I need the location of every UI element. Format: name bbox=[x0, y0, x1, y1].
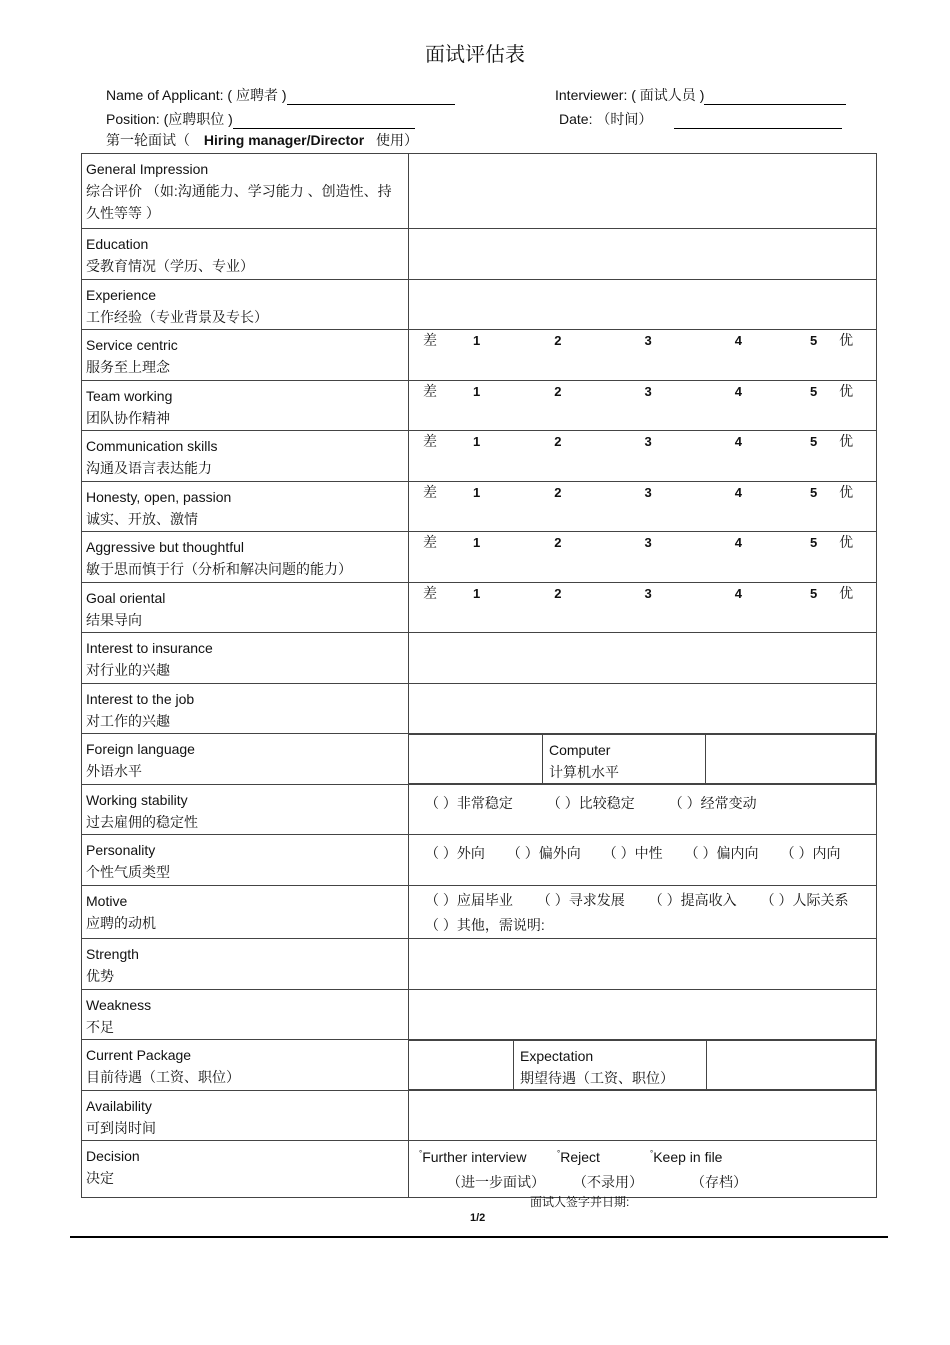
reject-cn: （不录用） bbox=[573, 1174, 643, 1190]
rating-5[interactable]: 5 bbox=[809, 534, 818, 550]
interviewer-line bbox=[555, 85, 846, 105]
rating-3[interactable]: 3 bbox=[644, 585, 652, 601]
interest-job-field[interactable] bbox=[409, 684, 877, 734]
round-line bbox=[106, 130, 418, 150]
row-label: Interest to insurance 对行业的兴趣 bbox=[82, 633, 409, 684]
option-checkbox[interactable]: （ ）偏外向 bbox=[506, 845, 581, 861]
row-label: Goal oriental 结果导向 bbox=[82, 583, 409, 633]
option-checkbox-other[interactable]: （ ）其他，需说明: bbox=[425, 917, 545, 933]
row-label: Working stability 过去雇佣的稳定性 bbox=[82, 785, 409, 835]
round-suffix: 使用） bbox=[376, 132, 419, 148]
row-label: Interest to the job 对工作的兴趣 bbox=[82, 684, 409, 734]
expectation-field[interactable] bbox=[707, 1041, 876, 1090]
interviewer-label: Interviewer: ( 面试人员 ) bbox=[555, 87, 705, 103]
evaluation-table bbox=[81, 153, 877, 1198]
rating-high-label: 优 bbox=[839, 534, 854, 550]
experience-field[interactable] bbox=[409, 280, 877, 330]
row-label: Strength 优势 bbox=[82, 939, 409, 990]
rating-scale[interactable] bbox=[409, 381, 877, 431]
row-label: Personality 个性气质类型 bbox=[82, 835, 409, 886]
row-label: Availability 可到岗时间 bbox=[82, 1091, 409, 1141]
rating-4[interactable]: 4 bbox=[734, 585, 742, 601]
option-checkbox[interactable]: （ ）偏内向 bbox=[684, 845, 759, 861]
rating-3[interactable]: 3 bbox=[644, 383, 652, 399]
education-field[interactable] bbox=[409, 229, 877, 280]
rating-1[interactable]: 1 bbox=[473, 433, 481, 449]
row-label: General Impression 综合评价 （如:沟通能力、学习能力 、创造性、持久性等等 ） bbox=[82, 154, 409, 229]
position-label: Position: (应聘职位 ) bbox=[106, 111, 233, 127]
decision-options bbox=[409, 1141, 877, 1198]
rating-2[interactable]: 2 bbox=[554, 534, 562, 550]
round-bold: Hiring manager/Director bbox=[203, 132, 365, 148]
row-label: Honesty, open, passion 诚实、开放、激情 bbox=[82, 482, 409, 532]
option-checkbox[interactable]: （ ）比较稳定 bbox=[546, 795, 635, 811]
rating-2[interactable]: 2 bbox=[554, 585, 562, 601]
rating-5[interactable]: 5 bbox=[809, 332, 818, 348]
rating-low-label: 差 bbox=[423, 383, 437, 399]
rating-low-label: 差 bbox=[423, 433, 437, 449]
rating-2[interactable]: 2 bbox=[554, 484, 562, 500]
applicant-line bbox=[106, 85, 455, 105]
current-package-field[interactable] bbox=[409, 1041, 514, 1090]
rating-scale[interactable] bbox=[409, 330, 877, 381]
rating-1[interactable]: 1 bbox=[473, 484, 481, 500]
rating-scale[interactable] bbox=[409, 583, 877, 633]
rating-scale[interactable] bbox=[409, 532, 877, 583]
applicant-label: Name of Applicant: ( 应聘者 ) bbox=[106, 87, 287, 103]
position-line bbox=[106, 109, 415, 129]
rating-low-label: 差 bbox=[423, 534, 437, 550]
option-checkbox[interactable]: （ ）提高收入 bbox=[648, 892, 737, 908]
keep-in-file-cn: （存档） bbox=[691, 1174, 747, 1190]
row-label: Weakness 不足 bbox=[82, 990, 409, 1040]
motive-options bbox=[409, 886, 877, 939]
applicant-field[interactable] bbox=[287, 90, 455, 105]
signature-label: 面试人签字并日期: bbox=[530, 1195, 630, 1209]
rating-high-label: 优 bbox=[839, 383, 854, 399]
rating-1[interactable]: 1 bbox=[473, 534, 481, 550]
option-checkbox[interactable]: （ ）外向 bbox=[425, 845, 485, 861]
interest-insurance-field[interactable] bbox=[409, 633, 877, 684]
reject-option[interactable]: °Reject bbox=[557, 1149, 600, 1165]
rating-scale[interactable] bbox=[409, 482, 877, 532]
rating-high-label: 优 bbox=[839, 332, 854, 348]
rating-1[interactable]: 1 bbox=[473, 383, 481, 399]
option-checkbox[interactable]: （ ）非常稳定 bbox=[425, 795, 513, 811]
general-impression-field[interactable] bbox=[409, 154, 877, 229]
option-checkbox[interactable]: （ ）中性 bbox=[602, 845, 663, 861]
rating-2[interactable]: 2 bbox=[554, 383, 562, 399]
option-checkbox[interactable]: （ ）应届毕业 bbox=[425, 892, 513, 908]
interviewer-field[interactable] bbox=[704, 90, 846, 105]
option-checkbox[interactable]: （ ）寻求发展 bbox=[536, 892, 625, 908]
strength-field[interactable] bbox=[409, 939, 877, 990]
further-interview-cn: （进一步面试） bbox=[447, 1174, 545, 1190]
round-prefix: 第一轮面试（ bbox=[106, 132, 190, 148]
row-label: Service centric 服务至上理念 bbox=[82, 330, 409, 381]
row-label: Team working 团队协作精神 bbox=[82, 381, 409, 431]
rating-3[interactable]: 3 bbox=[644, 484, 652, 500]
rating-5[interactable]: 5 bbox=[809, 433, 818, 449]
row-label: Education 受教育情况（学历、专业） bbox=[82, 229, 409, 280]
option-checkbox[interactable]: （ ）内向 bbox=[780, 845, 841, 861]
page-number: 1/2 bbox=[470, 1212, 486, 1224]
rating-3[interactable]: 3 bbox=[644, 433, 652, 449]
position-field[interactable] bbox=[233, 114, 415, 129]
row-label: Decision 决定 bbox=[82, 1141, 409, 1198]
rating-4[interactable]: 4 bbox=[734, 484, 742, 500]
row-label: Current Package 目前待遇（工资、职位） bbox=[82, 1040, 409, 1091]
row-label: Motive 应聘的动机 bbox=[82, 886, 409, 939]
stability-options bbox=[409, 785, 877, 835]
option-checkbox[interactable]: （ ）经常变动 bbox=[668, 795, 757, 811]
keep-in-file-option[interactable]: °Keep in file bbox=[650, 1149, 723, 1165]
option-checkbox[interactable]: （ ）人际关系 bbox=[760, 892, 849, 908]
availability-field[interactable] bbox=[409, 1091, 877, 1141]
rating-3[interactable]: 3 bbox=[644, 332, 652, 348]
date-field[interactable] bbox=[674, 114, 842, 129]
radio-icon: ° bbox=[650, 1149, 654, 1158]
date-label: Date: （时间） bbox=[559, 111, 653, 127]
radio-icon: ° bbox=[419, 1149, 423, 1158]
row-label: Aggressive but thoughtful 敏于思而慎于行（分析和解决问题的能力） bbox=[82, 532, 409, 583]
rating-5[interactable]: 5 bbox=[809, 484, 818, 500]
rating-low-label: 差 bbox=[423, 484, 437, 500]
rating-scale[interactable] bbox=[409, 431, 877, 482]
radio-icon: ° bbox=[557, 1149, 561, 1158]
rating-4[interactable]: 4 bbox=[734, 383, 742, 399]
rating-2[interactable]: 2 bbox=[554, 433, 562, 449]
rating-low-label: 差 bbox=[423, 585, 437, 601]
date-line bbox=[559, 109, 842, 129]
rating-5[interactable]: 5 bbox=[809, 585, 818, 601]
foreign-language-field[interactable] bbox=[409, 735, 543, 784]
rating-4[interactable]: 4 bbox=[734, 534, 742, 550]
row-label: Experience 工作经验（专业背景及专长） bbox=[82, 280, 409, 330]
rating-1[interactable]: 1 bbox=[473, 585, 481, 601]
rating-high-label: 优 bbox=[839, 484, 854, 500]
rating-3[interactable]: 3 bbox=[644, 534, 652, 550]
rating-5[interactable]: 5 bbox=[809, 383, 818, 399]
row-label: Foreign language 外语水平 bbox=[82, 734, 409, 785]
computer-field[interactable] bbox=[706, 735, 876, 784]
rating-high-label: 优 bbox=[839, 433, 854, 449]
rating-1[interactable]: 1 bbox=[473, 332, 481, 348]
expectation-label: Expectation 期望待遇（工资、职位） bbox=[514, 1041, 707, 1090]
form-title: 面试评估表 bbox=[425, 44, 525, 66]
rating-high-label: 优 bbox=[839, 585, 854, 601]
rating-low-label: 差 bbox=[423, 332, 437, 348]
further-interview-option[interactable]: °Further interview bbox=[419, 1149, 527, 1165]
weakness-field[interactable] bbox=[409, 990, 877, 1040]
row-label: Communication skills 沟通及语言表达能力 bbox=[82, 431, 409, 482]
rating-2[interactable]: 2 bbox=[554, 332, 562, 348]
rating-4[interactable]: 4 bbox=[734, 433, 742, 449]
rating-4[interactable]: 4 bbox=[734, 332, 742, 348]
computer-label: Computer 计算机水平 bbox=[543, 735, 706, 784]
divider bbox=[70, 1236, 888, 1238]
personality-options bbox=[409, 835, 877, 886]
